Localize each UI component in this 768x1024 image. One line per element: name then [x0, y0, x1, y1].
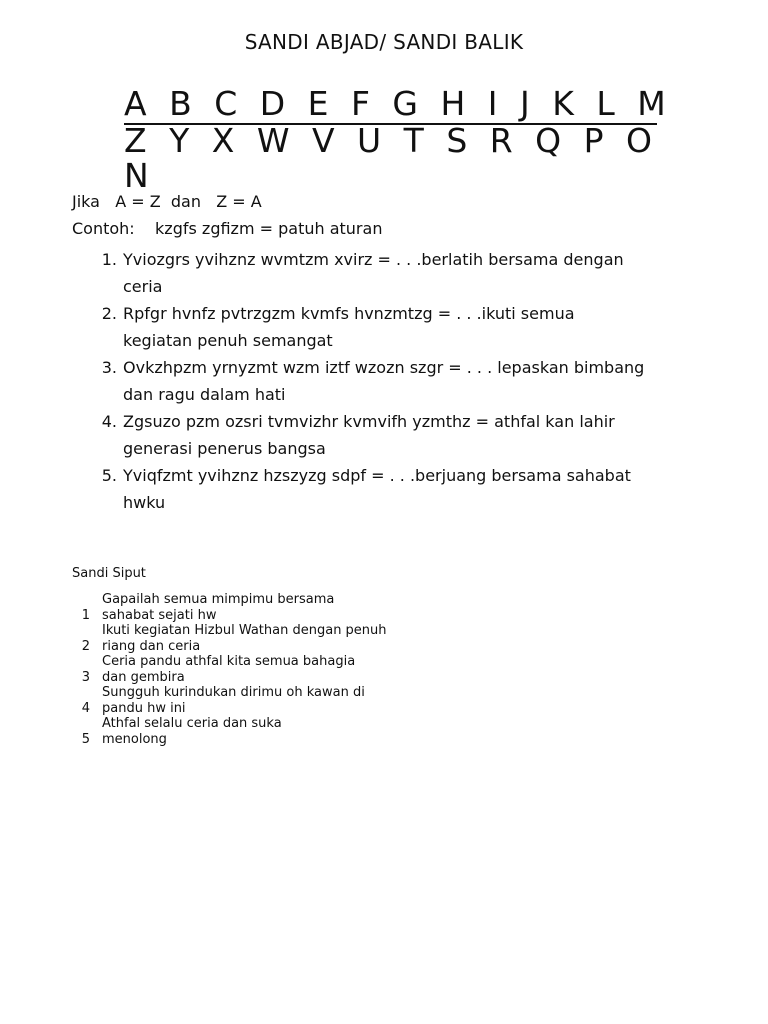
item-line-1: Yviozgrs yvihznz wvmtzm xvirz = . . .berlatih bersama dengan — [123, 250, 624, 269]
table-row — [72, 592, 472, 623]
table-row — [72, 716, 472, 747]
row-line-2: riang dan ceria — [102, 638, 201, 654]
row-text — [102, 716, 442, 747]
item-number: 2. — [101, 304, 117, 323]
siput-table — [72, 592, 472, 747]
list-item — [72, 354, 712, 408]
cipher-example: Contoh: kzgfs zgfizm = patuh aturan — [72, 219, 383, 238]
list-item — [72, 246, 712, 300]
list-item — [72, 408, 712, 462]
alphabet-bottom-row: Z Y X W V U T S R Q P O — [124, 121, 653, 160]
row-line-2: dan gembira — [102, 669, 185, 685]
item-number: 3. — [101, 358, 117, 377]
page-title: SANDI ABJAD/ SANDI BALIK — [244, 30, 524, 54]
row-line-2: menolong — [102, 731, 167, 747]
row-line-2: pandu hw ini — [102, 700, 186, 716]
row-number: 2 — [81, 638, 90, 654]
item-text — [117, 354, 697, 408]
row-line-1: Athfal selalu ceria dan suka — [102, 716, 282, 731]
row-text — [102, 685, 442, 716]
row-line-1: Ceria pandu athfal kita semua bahagia — [102, 654, 356, 669]
table-row — [72, 654, 472, 685]
item-line-2: hwku — [123, 493, 166, 512]
row-text — [102, 623, 442, 654]
row-number: 1 — [81, 607, 90, 623]
item-number: 1. — [101, 250, 117, 269]
item-line-1: Ovkzhpzm yrnyzmt wzm iztf wzozn szgr = . . . lepaskan bimbang — [123, 358, 645, 377]
item-line-1: Zgsuzo pzm ozsri tvmvizhr kvmvifh yzmthz = athfal kan lahir — [123, 412, 615, 431]
item-line-2: kegiatan penuh semangat — [123, 331, 333, 350]
row-line-1: Sungguh kurindukan dirimu oh kawan di — [102, 685, 365, 700]
item-text — [117, 300, 697, 354]
row-text — [102, 654, 442, 685]
item-line-2: ceria — [123, 277, 163, 296]
item-number: 5. — [101, 466, 117, 485]
item-line-2: dan ragu dalam hati — [123, 385, 286, 404]
item-number: 4. — [101, 412, 117, 431]
row-number: 5 — [81, 731, 90, 747]
item-text — [117, 246, 697, 300]
exercise-list — [72, 246, 712, 516]
siput-section-title: Sandi Siput — [72, 566, 146, 581]
table-row — [72, 685, 472, 716]
table-row — [72, 623, 472, 654]
cipher-rule: Jika A = Z dan Z = A — [72, 192, 262, 211]
item-line-1: Yviqfzmt yvihznz hzszyzg sdpf = . . .berjuang bersama sahabat — [123, 466, 631, 485]
item-text — [117, 408, 697, 462]
row-number: 4 — [81, 700, 90, 716]
row-text — [102, 592, 442, 623]
row-line-1: Gapailah semua mimpimu bersama — [102, 592, 335, 607]
item-line-2: generasi penerus bangsa — [123, 439, 326, 458]
row-number: 3 — [81, 669, 90, 685]
list-item — [72, 300, 712, 354]
row-line-2: sahabat sejati hw — [102, 607, 217, 623]
list-item — [72, 462, 712, 516]
alphabet-bottom-wrap: N — [124, 156, 149, 195]
item-line-1: Rpfgr hvnfz pvtrzgzm kvmfs hvnzmtzg = . . .ikuti semua — [123, 304, 575, 323]
row-line-1: Ikuti kegiatan Hizbul Wathan dengan penuh — [102, 623, 387, 638]
item-text — [117, 462, 697, 516]
alphabet-top-row: A B C D E F G H I J K L M — [124, 84, 667, 123]
